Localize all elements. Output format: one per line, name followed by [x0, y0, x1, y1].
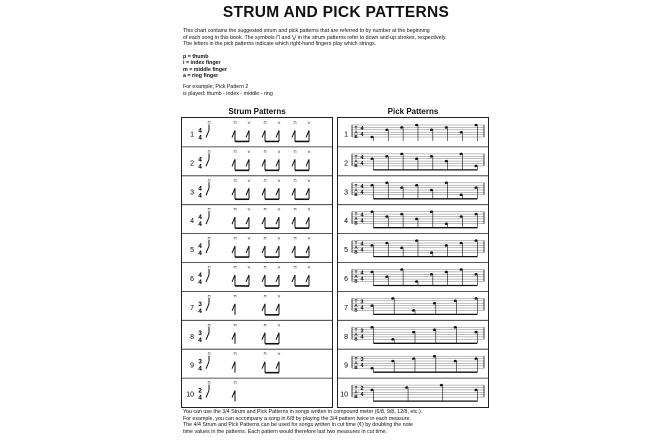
strum-note [262, 188, 265, 199]
down-stroke-mark: ⊓ [233, 264, 237, 270]
page-title: STRUM AND PICK PATTERNS [222, 4, 450, 21]
time-signature-bottom: 4 [360, 218, 364, 225]
time-signature-top: 4 [360, 154, 364, 161]
strum-note [232, 246, 235, 257]
time-signature-top: 4 [360, 270, 364, 277]
tab-letter-b: B [354, 336, 358, 342]
pattern-number: 8 [344, 333, 348, 341]
legend-sep: = [187, 73, 191, 80]
up-stroke-mark: V [247, 235, 251, 241]
strum-note [262, 246, 265, 257]
up-stroke-mark: V [307, 235, 311, 241]
tab-letter-b: B [354, 162, 358, 168]
time-signature-bottom: 4 [360, 334, 364, 341]
strum-note [262, 159, 265, 170]
pattern-number: 1 [190, 131, 194, 139]
tab-letter-b: B [354, 220, 358, 226]
footer-text [183, 409, 523, 435]
up-stroke-mark: V [307, 206, 311, 212]
tab-letter-t: T [354, 269, 358, 275]
time-signature-bottom: 4 [360, 247, 364, 254]
strum-note [246, 130, 249, 141]
tab-letter-a: A [354, 389, 358, 395]
pattern-number: 10 [186, 391, 194, 399]
tab-letter-t: T [354, 298, 358, 304]
up-stroke-mark: V [277, 177, 281, 183]
legend-label: ring finger [192, 73, 219, 80]
time-signature-top: 3 [360, 357, 364, 364]
strum-note [292, 159, 295, 170]
up-stroke-mark: V [277, 206, 281, 212]
time-signature-top: 2 [198, 387, 202, 395]
pattern-number: 2 [190, 160, 194, 168]
down-stroke-mark: ⊓ [263, 120, 267, 125]
strum-slash [206, 240, 209, 253]
finger-legend [183, 54, 227, 80]
down-stroke-mark: ⊓ [293, 177, 297, 183]
pattern-number: 8 [190, 333, 194, 341]
strum-note [232, 333, 235, 344]
strum-note [232, 275, 235, 286]
tab-letter-a: A [354, 245, 358, 251]
down-stroke-mark: ⊓ [263, 293, 267, 299]
tab-letter-t: T [354, 125, 358, 130]
strum-slash [206, 182, 209, 195]
strum-note [276, 246, 279, 257]
tab-letter-b: B [354, 134, 358, 139]
tab-letter-t: T [354, 182, 358, 188]
time-signature-bottom: 4 [198, 163, 202, 171]
footer-line: The 4/4 Strum and Pick Patterns can be used for songs written in cut time (¢) by doubling the note [183, 422, 413, 429]
down-stroke-mark: ⊓ [233, 351, 237, 357]
tab-letter-a: A [354, 331, 358, 337]
strum-note [292, 246, 295, 257]
footer-line: You can use the 3/4 Strum and Pick Patterns in songs written in compound meter (6/8, 9/8, 12/8, etc.). [183, 409, 423, 415]
time-signature-top: 4 [198, 271, 202, 279]
down-stroke-mark: ⊓ [207, 264, 211, 270]
time-signature-top: 2 [360, 386, 364, 393]
pattern-number: 10 [340, 391, 348, 399]
down-stroke-mark: ⊓ [207, 351, 211, 357]
time-signature-top: 4 [360, 241, 364, 248]
tab-letter-a: A [354, 302, 358, 308]
strum-note [262, 130, 265, 141]
legend-key: a [183, 73, 186, 80]
up-stroke-mark: V [277, 264, 281, 270]
time-signature-bottom: 4 [360, 363, 364, 370]
strum-note [276, 217, 279, 228]
strum-note [276, 188, 279, 199]
strum-note [232, 130, 235, 141]
strum-slash [206, 124, 209, 137]
strum-note [276, 275, 279, 286]
down-stroke-mark: ⊓ [263, 264, 267, 270]
strum-note [292, 275, 295, 286]
up-stroke-mark: V [277, 235, 281, 241]
time-signature-bottom: 4 [360, 160, 364, 167]
tab-letter-t: T [354, 211, 358, 217]
time-signature-bottom: 4 [198, 307, 202, 315]
up-stroke-mark: V [277, 293, 281, 299]
strum-note [246, 159, 249, 170]
strum-slash [206, 356, 209, 369]
time-signature-top: 4 [198, 127, 202, 135]
legend-sep: = [185, 60, 190, 67]
tab-letter-b: B [354, 394, 358, 400]
pattern-number: 5 [344, 247, 348, 255]
down-stroke-mark: ⊓ [263, 206, 267, 212]
time-signature-bottom: 4 [360, 392, 364, 399]
down-stroke-mark: ⊓ [233, 293, 237, 299]
strum-note [306, 246, 309, 257]
down-stroke-mark: ⊓ [263, 235, 267, 241]
intro-line: The letters in the pick patterns indicate which right-hand fingers play which strings. [183, 41, 377, 48]
pick-patterns-notation [338, 118, 488, 407]
legend-row [183, 73, 227, 79]
time-signature-bottom: 4 [198, 278, 202, 286]
pattern-number: 1 [344, 131, 348, 139]
up-stroke-mark: V [247, 264, 251, 270]
pick-patterns-heading: Pick Patterns [387, 107, 439, 116]
time-signature-bottom: 4 [360, 276, 364, 283]
down-stroke-mark: ⊓ [207, 120, 211, 125]
strum-note [262, 304, 265, 315]
strum-patterns-heading: Strum Patterns [228, 107, 286, 116]
intro-line: This chart contains the suggested strum and pick patterns that are referred to by number at the beginning [183, 28, 430, 34]
legend-label: thumb [192, 54, 209, 60]
up-stroke-mark: V [277, 322, 281, 328]
down-stroke-mark: ⊓ [293, 264, 297, 270]
time-signature-bottom: 4 [198, 221, 202, 229]
strum-note [292, 217, 295, 228]
strum-slash [206, 153, 209, 166]
intro-text [183, 28, 513, 48]
strum-note [276, 130, 279, 141]
up-stroke-mark: V [307, 148, 311, 154]
strum-note [232, 188, 235, 199]
strum-patterns-panel [181, 117, 333, 408]
tab-letter-t: T [354, 356, 358, 362]
legend-key: i [183, 60, 185, 67]
time-signature-bottom: 4 [198, 336, 202, 344]
example-line: is played: thumb - index - middle - ring [183, 90, 273, 97]
strum-note [306, 188, 309, 199]
strum-slash [206, 211, 209, 224]
down-stroke-mark: ⊓ [207, 148, 211, 154]
strum-note [276, 304, 279, 315]
pick-patterns-panel [337, 117, 489, 408]
time-signature-bottom: 4 [198, 192, 202, 200]
tab-letter-b: B [354, 249, 358, 255]
pattern-number: 9 [344, 362, 348, 370]
time-signature-top: 4 [198, 243, 202, 251]
up-stroke-mark: V [307, 177, 311, 183]
down-stroke-mark: ⊓ [263, 322, 267, 328]
time-signature-bottom: 4 [198, 365, 202, 373]
down-stroke-mark: ⊓ [233, 177, 237, 183]
tab-letter-t: T [354, 385, 358, 391]
legend-key: m [183, 66, 188, 73]
time-signature-top: 3 [198, 329, 202, 337]
strum-note [232, 362, 235, 373]
time-signature-top: 3 [360, 328, 364, 335]
down-stroke-mark: ⊓ [233, 120, 237, 125]
pattern-number: 4 [190, 218, 194, 226]
down-stroke-mark: ⊓ [207, 380, 211, 386]
down-stroke-mark: ⊓ [263, 351, 267, 357]
time-signature-top: 3 [198, 300, 202, 308]
down-stroke-mark: ⊓ [233, 206, 237, 212]
time-signature-top: 3 [198, 358, 202, 366]
time-signature-top: 4 [360, 126, 364, 132]
up-stroke-mark: V [247, 120, 251, 125]
strum-note [276, 159, 279, 170]
strum-note [262, 333, 265, 344]
strum-note [232, 217, 235, 228]
down-stroke-mark: ⊓ [263, 177, 267, 183]
example-text [183, 84, 273, 97]
down-stroke-mark: ⊓ [293, 235, 297, 241]
intro-line: of each song in this book. The symbols ⊓ and ⋁ in the strum patterns refer to down and up strokes, respectively. [183, 34, 447, 41]
down-stroke-mark: ⊓ [293, 206, 297, 212]
legend-label: middle finger [193, 66, 228, 73]
strum-note [306, 217, 309, 228]
strum-note [232, 304, 235, 315]
up-stroke-mark: V [247, 148, 251, 154]
tab-letter-a: A [354, 158, 358, 164]
down-stroke-mark: ⊓ [207, 177, 211, 183]
time-signature-top: 4 [198, 156, 202, 164]
down-stroke-mark: ⊓ [207, 206, 211, 212]
time-signature-top: 4 [198, 185, 202, 193]
down-stroke-mark: ⊓ [293, 148, 297, 154]
tab-letter-b: B [354, 278, 358, 284]
time-signature-bottom: 4 [198, 250, 202, 258]
tab-letter-b: B [354, 365, 358, 371]
strum-slash [206, 269, 209, 282]
strum-note [292, 130, 295, 141]
time-signature-bottom: 4 [360, 305, 364, 312]
strum-note [306, 275, 309, 286]
pattern-number: 7 [190, 304, 194, 312]
time-signature-top: 4 [198, 214, 202, 222]
strum-slash [206, 327, 209, 340]
tab-letter-t: T [354, 153, 358, 159]
time-signature-top: 3 [360, 299, 364, 306]
strum-note [262, 275, 265, 286]
down-stroke-mark: ⊓ [207, 322, 211, 328]
down-stroke-mark: ⊓ [207, 235, 211, 241]
tab-letter-a: A [354, 216, 358, 222]
pattern-number: 3 [344, 189, 348, 197]
pattern-number: 2 [344, 160, 348, 168]
up-stroke-mark: V [247, 177, 251, 183]
strum-note [246, 188, 249, 199]
down-stroke-mark: ⊓ [233, 148, 237, 154]
up-stroke-mark: V [277, 120, 281, 125]
pattern-number: 5 [190, 247, 194, 255]
strum-note [246, 246, 249, 257]
up-stroke-mark: V [277, 148, 281, 154]
down-stroke-mark: ⊓ [233, 380, 237, 386]
strum-note [292, 188, 295, 199]
up-stroke-mark: V [307, 264, 311, 270]
up-stroke-mark: V [307, 120, 311, 125]
tab-letter-b: B [354, 307, 358, 313]
strum-slash [206, 298, 209, 311]
tab-letter-t: T [354, 327, 358, 333]
strum-note [246, 217, 249, 228]
down-stroke-mark: ⊓ [233, 322, 237, 328]
footer-line: time values in the patterns. Each pattern would therefore last two measures in cut time. [183, 428, 388, 435]
strum-slash [206, 385, 209, 398]
down-stroke-mark: ⊓ [263, 148, 267, 154]
example-line: For example; Pick Pattern 2 [183, 84, 249, 90]
down-stroke-mark: ⊓ [233, 235, 237, 241]
up-stroke-mark: V [247, 206, 251, 212]
legend-key: p [183, 54, 187, 60]
footer-line: For example, you can accompany a song in 6/8 by playing the 3/4 pattern twice in each measure. [183, 415, 411, 422]
tab-letter-a: A [354, 129, 358, 135]
time-signature-bottom: 4 [198, 134, 202, 142]
legend-sep: = [189, 66, 193, 73]
up-stroke-mark: V [277, 351, 281, 357]
down-stroke-mark: ⊓ [293, 120, 297, 125]
pattern-number: 6 [344, 275, 348, 283]
pattern-number: 6 [190, 275, 194, 283]
down-stroke-mark: ⊓ [207, 293, 211, 299]
time-signature-bottom: 4 [360, 189, 364, 196]
strum-note [232, 391, 235, 402]
tab-letter-t: T [354, 240, 358, 246]
tab-letter-a: A [354, 274, 358, 279]
tab-letter-a: A [354, 187, 358, 193]
time-signature-top: 4 [360, 183, 364, 190]
strum-note [262, 362, 265, 373]
strum-patterns-notation [182, 118, 332, 407]
pattern-number: 9 [190, 362, 194, 370]
strum-note [306, 159, 309, 170]
strum-note [246, 275, 249, 286]
time-signature-bottom: 4 [198, 394, 202, 402]
time-signature-top: 4 [360, 212, 364, 219]
pattern-number: 7 [344, 304, 348, 312]
time-signature-bottom: 4 [360, 132, 364, 138]
legend-label: index finger [190, 60, 221, 67]
pattern-number: 4 [344, 218, 348, 226]
legend-sep: = [187, 54, 191, 60]
tab-letter-a: A [354, 360, 358, 366]
tab-letter-b: B [354, 191, 358, 197]
strum-note [232, 159, 235, 170]
pattern-number: 3 [190, 189, 194, 197]
strum-note [262, 217, 265, 228]
strum-note [276, 333, 279, 344]
strum-note [276, 362, 279, 373]
strum-note [306, 130, 309, 141]
